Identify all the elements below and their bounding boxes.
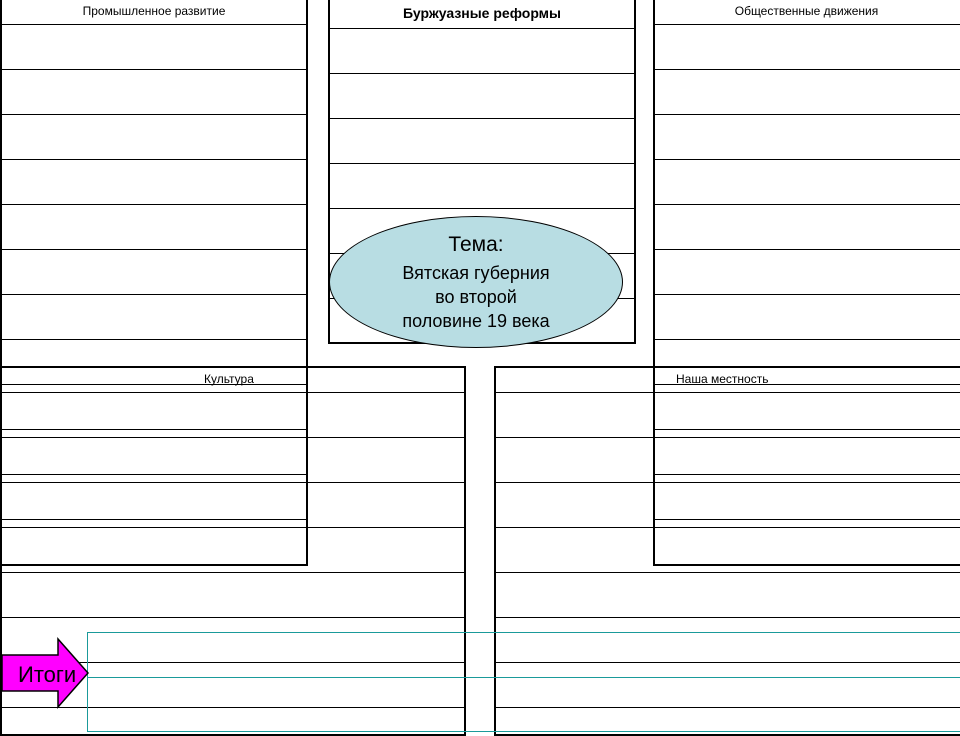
social-movements-header: Общественные движения: [734, 4, 879, 18]
theme-text: Вятская губерния во второй половине 19 века: [402, 263, 550, 331]
industrial-development-table: [0, 0, 308, 566]
summary-frame: [87, 632, 960, 732]
culture-header: Культура: [204, 372, 254, 386]
industrial-development-header: Промышленное развитие: [82, 4, 226, 18]
bourgeois-reforms-header: Буржуазные реформы: [402, 5, 561, 21]
theme-title: Тема:: [448, 233, 504, 256]
theme-ellipse: [329, 216, 623, 348]
summary-label: Итоги: [18, 662, 77, 687]
social-movements-table: [653, 0, 960, 566]
summary-frame-divider: [87, 677, 960, 678]
our-locality-header: Наша местность: [676, 372, 769, 386]
